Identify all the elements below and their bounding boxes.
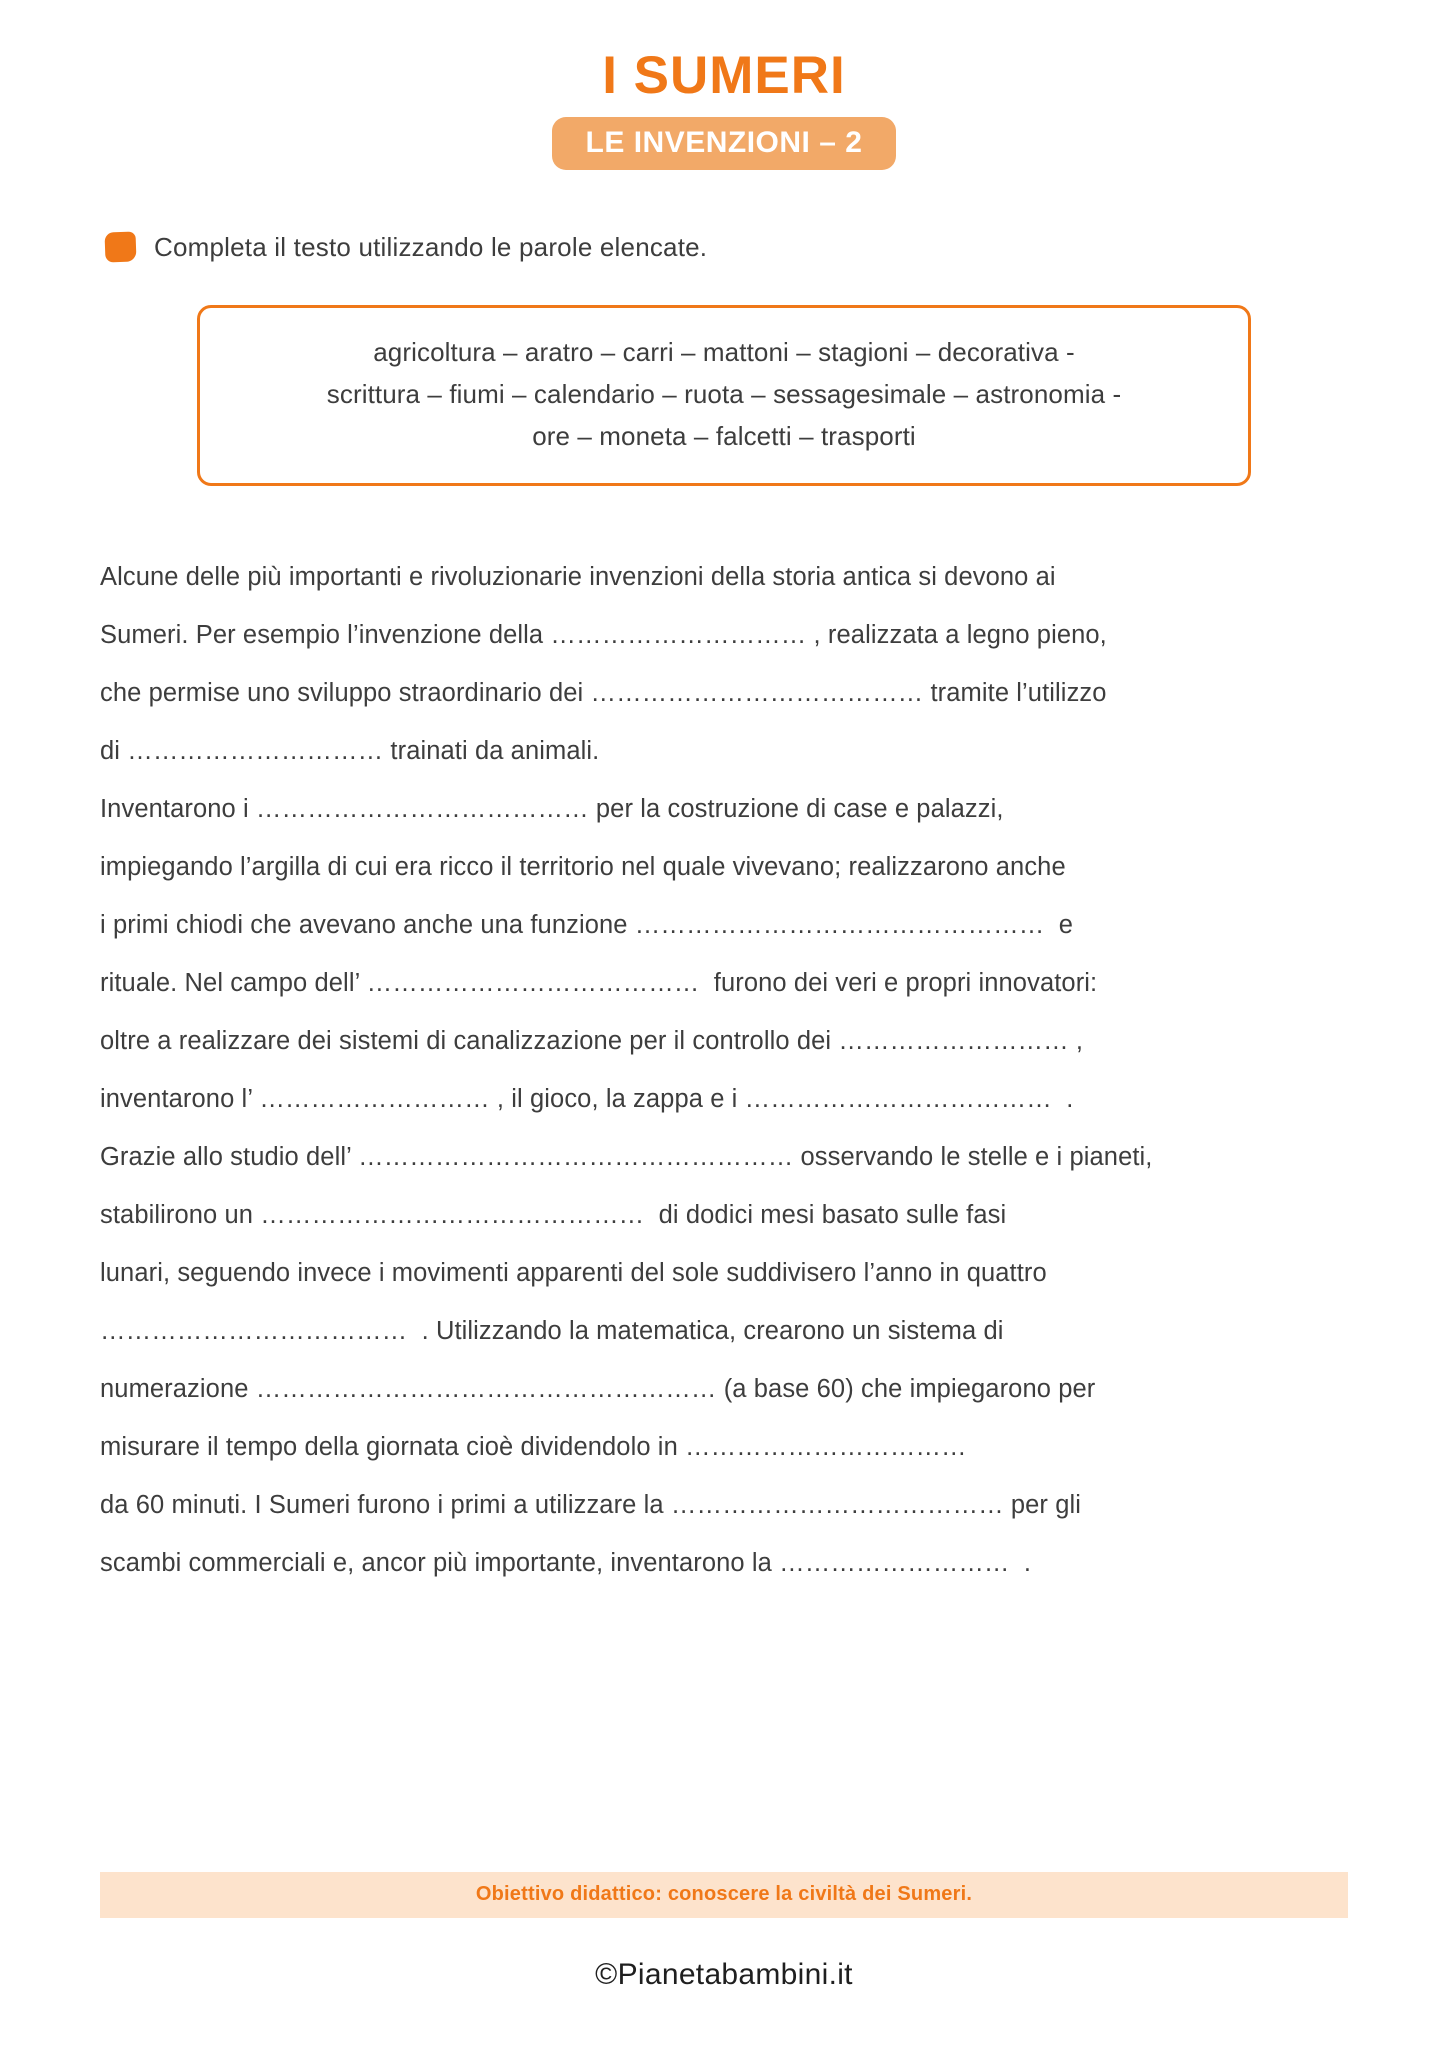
instruction-text: Completa il testo utilizzando le parole elencate. <box>154 231 708 262</box>
exercise-line: impiegando l’argilla di cui era ricco il territorio nel quale vivevano; realizzarono anche <box>100 852 1066 881</box>
exercise-line: Alcune delle più importanti e rivoluzionarie invenzioni della storia antica si devono ai <box>100 562 1056 591</box>
word-bank-line: agricoltura – aratro – carri – mattoni – stagioni – decorativa - <box>373 336 1075 367</box>
exercise-line: inventarono l’ ……………………… , il gioco, la zappa e i ……………………………… . <box>100 1084 1074 1113</box>
exercise-line: di ………………………… trainati da animali. <box>100 736 600 765</box>
exercise-line: i primi chiodi che avevano anche una funzione ………………………………………… e <box>100 910 1074 939</box>
exercise-line: che permise uno sviluppo straordinario dei ………………………………… tramite l’utilizzo <box>100 678 1107 707</box>
exercise-line: misurare il tempo della giornata cioè dividendolo in …………………………… <box>100 1432 967 1461</box>
exercise-text <box>0 548 1448 1592</box>
word-bank-box <box>197 305 1251 486</box>
exercise-line: rituale. Nel campo dell’ ………………………………… furono dei veri e propri innovatori: <box>100 968 1098 997</box>
exercise-line: Inventarono i ………………………………… per la costruzione di case e palazzi, <box>100 794 1004 823</box>
objective-text: Obiettivo didattico: conoscere la civiltà dei Sumeri. <box>475 1883 973 1905</box>
square-bullet-icon <box>104 232 136 263</box>
exercise-line: numerazione ……………………………………………… (a base 60) che impiegarono per <box>100 1374 1096 1403</box>
subtitle-badge: LE INVENZIONI – 2 <box>552 117 897 170</box>
exercise-line: Sumeri. Per esempio l’invenzione della ………………………… , realizzata a legno pieno, <box>100 620 1107 649</box>
page-header <box>0 0 1448 170</box>
word-bank-line: scrittura – fiumi – calendario – ruota – sessagesimale – astronomia - <box>326 378 1122 409</box>
exercise-line: da 60 minuti. I Sumeri furono i primi a utilizzare la ………………………………… per gli <box>100 1490 1082 1519</box>
exercise-line: oltre a realizzare dei sistemi di canalizzazione per il controllo dei ……………………… , <box>100 1026 1084 1055</box>
exercise-line: Grazie allo studio dell’ …………………………………………… osservando le stelle e i pianeti, <box>100 1142 1153 1171</box>
exercise-line: lunari, seguendo invece i movimenti apparenti del sole suddivisero l’anno in quattro <box>100 1258 1047 1287</box>
objective-band <box>100 1872 1348 1918</box>
page-footer <box>0 1872 1448 2048</box>
credit-text: ©Pianetabambini.it <box>595 1958 853 1991</box>
exercise-line: scambi commerciali e, ancor più importante, inventarono la ……………………… . <box>100 1548 1032 1577</box>
instruction-row <box>0 232 1448 263</box>
word-bank-line: ore – moneta – falcetti – trasporti <box>532 420 916 451</box>
exercise-line: stabilirono un ……………………………………… di dodici mesi basato sulle fasi <box>100 1200 1007 1229</box>
subtitle-badge-wrap <box>0 117 1448 170</box>
page-title: I SUMERI <box>602 46 846 105</box>
exercise-line: ……………………………… . Utilizzando la matematica, crearono un sistema di <box>100 1316 1004 1345</box>
